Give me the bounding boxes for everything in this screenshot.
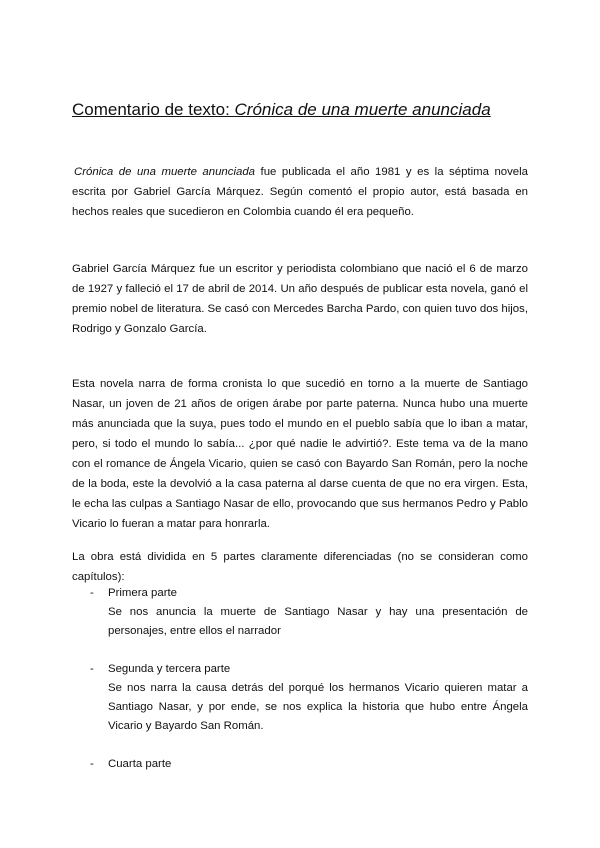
list-bullet: - xyxy=(90,663,94,675)
paragraph-author: Gabriel García Márquez fue un escritor y periodista colombiano que nació el 6 de marzo de 1927 y falleció el 17 de abril de 2014. Un año después de publicar esta novela, ganó el premio nobel de literatura. Se casó con Mercedes Barcha Pardo, con quien tuvo dos hijos, Rodrigo y Gonzalo García. xyxy=(72,263,528,335)
list-bullet: - xyxy=(90,587,94,599)
title-book-name: Crónica de una muerte anunciada xyxy=(234,100,491,119)
paragraph-structure: La obra está dividida en 5 partes claramente diferenciadas (no se consideran como capítulos): xyxy=(72,551,528,583)
list-item-label: Cuarta parte xyxy=(108,758,172,770)
paragraph-plot: Esta novela narra de forma cronista lo que sucedió en torno a la muerte de Santiago Nasar, un joven de 21 años de origen árabe por parte paterna. Nunca hubo una muerte más anunciada que la suya, pues todo el mundo en el pueblo sabía que lo iban a matar, pero, si todo el mundo lo sabía... ¿por qué nadie le advirtió?. Este tema va de la mano con el romance de Ángela Vicario, quien se casó con Bayardo San Román, pero la noche de la boda, este la devolvió a la casa paterna al darse cuenta de que no era virgen. Esta, le echa las culpas a Santiago Nasar de ello, provocando que sus hermanos Pedro y Pablo Vicario lo fueran a matar para honrarla. xyxy=(72,378,528,530)
book-name-inline: Crónica de una muerte anunciada xyxy=(74,166,256,178)
paragraph-publication xyxy=(72,162,528,222)
list-item-label: Primera parte xyxy=(108,587,178,599)
document-title xyxy=(72,100,532,120)
title-prefix: Comentario de texto: xyxy=(72,100,235,119)
list-item-label: Segunda y tercera parte xyxy=(108,663,231,675)
paragraph-publication-text: fue publicada el año 1981 y es la séptima novela escrita por Gabriel García Márquez. Según comentó el propio autor, está basada en hechos reales que sucedieron en Colombia cuando él era pequeño. xyxy=(72,166,529,218)
list-bullet: - xyxy=(90,758,94,770)
list-item-description: Se nos anuncia la muerte de Santiago Nasar y hay una presentación de personajes, entre ellos el narrador xyxy=(108,606,528,637)
list-item-description: Se nos narra la causa detrás del porqué los hermanos Vicario quieren matar a Santiago Nasar, y por ende, se nos explica la historia que hubo entre Ángela Vicario y Bayardo San Román. xyxy=(108,682,528,732)
